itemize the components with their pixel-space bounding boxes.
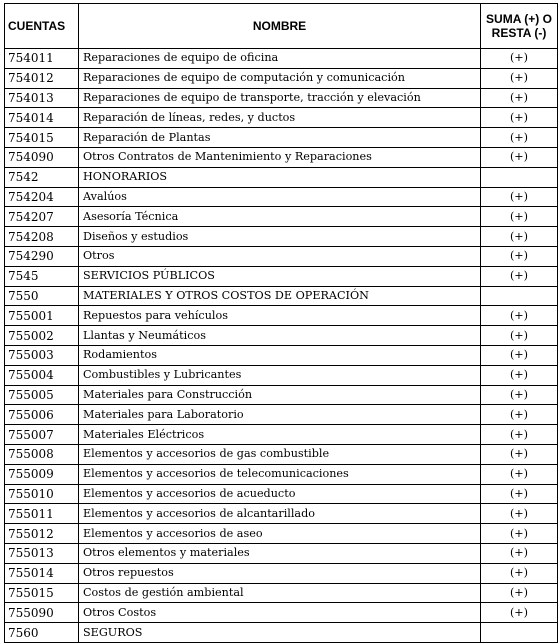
table-row (5, 504, 558, 524)
table-row (5, 583, 558, 603)
account-name-cell: Elementos y accesorios de aseo (79, 524, 481, 544)
account-code-cell: 755010 (5, 484, 79, 504)
account-code-cell: 7560 (5, 623, 79, 643)
account-code-cell: 755009 (5, 464, 79, 484)
table-row (5, 286, 558, 306)
sign-cell: (+) (481, 345, 558, 365)
table-row (5, 345, 558, 365)
sign-cell: (+) (481, 603, 558, 623)
table-row (5, 167, 558, 187)
sign-cell: (+) (481, 425, 558, 445)
account-code-cell: 7542 (5, 167, 79, 187)
account-code-cell: 755001 (5, 306, 79, 326)
account-name-cell: Reparación de líneas, redes, y ductos (79, 108, 481, 128)
sign-cell: (+) (481, 504, 558, 524)
account-code-cell: 755014 (5, 563, 79, 583)
account-code-cell: 755008 (5, 444, 79, 464)
account-name-cell: Materiales para Laboratorio (79, 405, 481, 425)
table-row (5, 365, 558, 385)
table-row (5, 444, 558, 464)
sign-cell: (+) (481, 444, 558, 464)
table-row (5, 266, 558, 286)
accounts-table-container (4, 3, 558, 643)
account-name-cell: Otros (79, 246, 481, 266)
sign-cell: (+) (481, 88, 558, 108)
table-row (5, 603, 558, 623)
account-name-cell: Reparaciones de equipo de transporte, tracción y elevación (79, 88, 481, 108)
account-name-cell: Reparaciones de equipo de computación y comunicación (79, 68, 481, 88)
account-code-cell: 755002 (5, 326, 79, 346)
account-code-cell: 755013 (5, 543, 79, 563)
table-row (5, 306, 558, 326)
header-suma-o-resta: SUMA (+) O RESTA (-) (481, 4, 558, 49)
account-code-cell: 755011 (5, 504, 79, 524)
account-code-cell: 754090 (5, 147, 79, 167)
account-code-cell: 754013 (5, 88, 79, 108)
account-name-cell: Combustibles y Lubricantes (79, 365, 481, 385)
table-row (5, 326, 558, 346)
account-code-cell: 755003 (5, 345, 79, 365)
table-row (5, 464, 558, 484)
sign-cell: (+) (481, 207, 558, 227)
account-code-cell: 755012 (5, 524, 79, 544)
table-row (5, 207, 558, 227)
table-row (5, 543, 558, 563)
account-name-cell: Materiales para Construcción (79, 385, 481, 405)
account-name-cell: Costos de gestión ambiental (79, 583, 481, 603)
account-code-cell: 755006 (5, 405, 79, 425)
sign-cell (481, 167, 558, 187)
sign-cell: (+) (481, 187, 558, 207)
sign-cell: (+) (481, 405, 558, 425)
account-code-cell: 7550 (5, 286, 79, 306)
account-name-cell: Reparaciones de equipo de oficina (79, 49, 481, 69)
sign-cell: (+) (481, 246, 558, 266)
sign-cell: (+) (481, 147, 558, 167)
sign-cell: (+) (481, 266, 558, 286)
account-name-cell: Elementos y accesorios de alcantarillado (79, 504, 481, 524)
account-name-cell: SEGUROS (79, 623, 481, 643)
account-name-cell: MATERIALES Y OTROS COSTOS DE OPERACIÓN (79, 286, 481, 306)
sign-cell: (+) (481, 306, 558, 326)
sign-cell: (+) (481, 385, 558, 405)
table-row (5, 128, 558, 148)
sign-cell: (+) (481, 583, 558, 603)
account-code-cell: 754204 (5, 187, 79, 207)
account-name-cell: Avalúos (79, 187, 481, 207)
table-row (5, 484, 558, 504)
table-row (5, 246, 558, 266)
account-code-cell: 755005 (5, 385, 79, 405)
account-name-cell: Diseños y estudios (79, 227, 481, 247)
accounts-table (4, 3, 558, 643)
sign-cell (481, 286, 558, 306)
account-name-cell: Otros Contratos de Mantenimiento y Reparaciones (79, 147, 481, 167)
account-code-cell: 755015 (5, 583, 79, 603)
account-name-cell: HONORARIOS (79, 167, 481, 187)
sign-cell: (+) (481, 108, 558, 128)
table-row (5, 147, 558, 167)
table-row (5, 563, 558, 583)
sign-cell: (+) (481, 524, 558, 544)
account-code-cell: 754012 (5, 68, 79, 88)
account-name-cell: Otros repuestos (79, 563, 481, 583)
table-row (5, 227, 558, 247)
account-code-cell: 754207 (5, 207, 79, 227)
account-name-cell: Elementos y accesorios de gas combustible (79, 444, 481, 464)
table-row (5, 385, 558, 405)
account-code-cell: 754290 (5, 246, 79, 266)
sign-cell: (+) (481, 49, 558, 69)
account-code-cell: 754011 (5, 49, 79, 69)
table-row (5, 108, 558, 128)
table-body (5, 49, 558, 643)
sign-cell: (+) (481, 365, 558, 385)
sign-cell: (+) (481, 326, 558, 346)
account-name-cell: Elementos y accesorios de acueducto (79, 484, 481, 504)
table-row (5, 405, 558, 425)
sign-cell: (+) (481, 68, 558, 88)
table-row (5, 49, 558, 69)
table-row (5, 524, 558, 544)
account-code-cell: 754015 (5, 128, 79, 148)
sign-cell: (+) (481, 563, 558, 583)
account-code-cell: 755004 (5, 365, 79, 385)
sign-cell: (+) (481, 543, 558, 563)
account-name-cell: Repuestos para vehículos (79, 306, 481, 326)
sign-cell (481, 623, 558, 643)
header-nombre: NOMBRE (79, 4, 481, 49)
table-row (5, 68, 558, 88)
account-code-cell: 754014 (5, 108, 79, 128)
sign-cell: (+) (481, 128, 558, 148)
table-row (5, 88, 558, 108)
account-code-cell: 755007 (5, 425, 79, 445)
account-code-cell: 7545 (5, 266, 79, 286)
account-code-cell: 755090 (5, 603, 79, 623)
account-name-cell: SERVICIOS PÚBLICOS (79, 266, 481, 286)
account-name-cell: Elementos y accesorios de telecomunicaciones (79, 464, 481, 484)
account-name-cell: Reparación de Plantas (79, 128, 481, 148)
sign-cell: (+) (481, 484, 558, 504)
account-name-cell: Rodamientos (79, 345, 481, 365)
sign-cell: (+) (481, 227, 558, 247)
sign-cell: (+) (481, 464, 558, 484)
table-row (5, 623, 558, 643)
account-name-cell: Asesoría Técnica (79, 207, 481, 227)
account-code-cell: 754208 (5, 227, 79, 247)
account-name-cell: Otros Costos (79, 603, 481, 623)
header-cuentas: CUENTAS (5, 4, 79, 49)
table-row (5, 187, 558, 207)
account-name-cell: Materiales Eléctricos (79, 425, 481, 445)
account-name-cell: Llantas y Neumáticos (79, 326, 481, 346)
table-header-row (5, 4, 558, 49)
table-row (5, 425, 558, 445)
account-name-cell: Otros elementos y materiales (79, 543, 481, 563)
